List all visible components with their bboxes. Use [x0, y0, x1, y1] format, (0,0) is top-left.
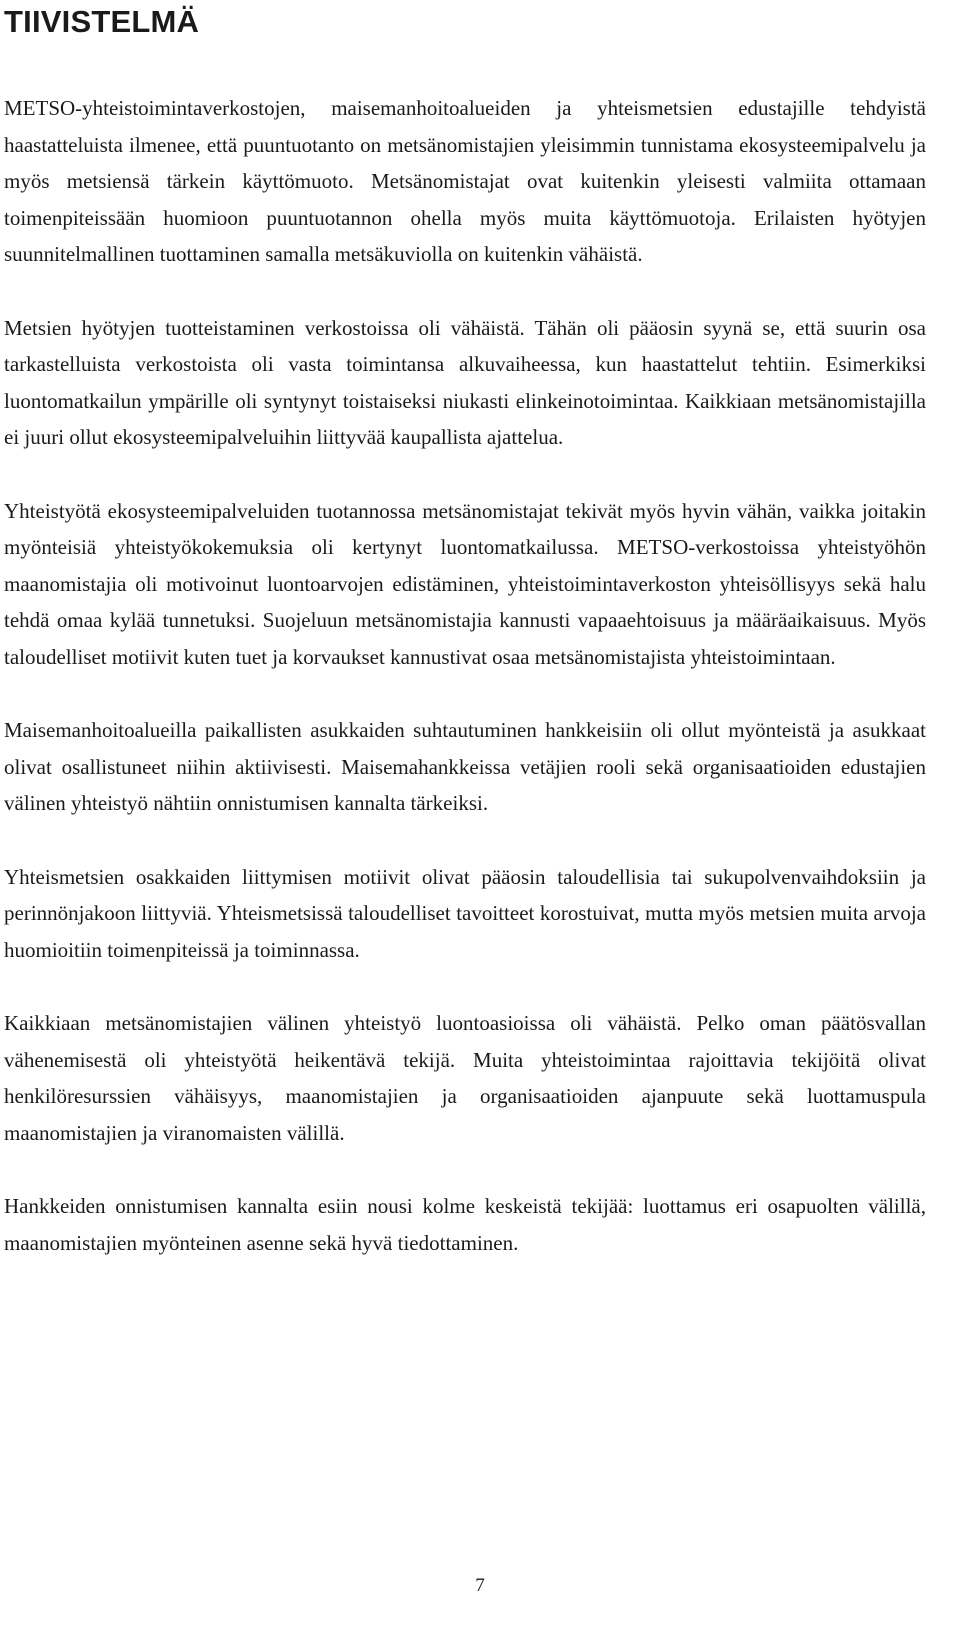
paragraph-1: METSO-yhteistoimintaverkostojen, maisemanhoitoalueiden ja yhteismetsien edustajille tehdyistä haastatteluista ilmenee, että puuntuotanto on metsänomistajien yleisimmin tunnistama ekosysteemipalvelu ja myös metsiensä tärkein käyttömuoto. Metsänomistajat ovat kuitenkin yleisesti valmiita ottamaan toimenpiteissään huomioon puuntuotannon ohella myös muita käyttömuotoja. Erilaisten hyötyjen suunnitelmallinen tuottaminen samalla metsäkuviolla on kuitenkin vähäistä. — [4, 96, 926, 266]
paragraph-5: Yhteismetsien osakkaiden liittymisen motiivit olivat pääosin taloudellisia tai sukupolvenvaihdoksiin ja perinnönjakoon liittyviä. Yhteismetsissä taloudelliset tavoitteet korostuivat, mutta myös metsien muita arvoja huomioitiin toimenpiteissä ja toiminnassa. — [4, 864, 926, 962]
body-text — [4, 90, 926, 1298]
page-title: TIIVISTELMÄ — [4, 4, 200, 39]
paragraph-3: Yhteistyötä ekosysteemipalveluiden tuotannossa metsänomistajat tekivät myös hyvin vähän, vaikka joitakin myönteisiä yhteistyökokemuksia oli kertynyt luontomatkailussa. METSO-verkostoissa yhteistyöhön maanomistajia oli motivoinut luontoarvojen edistäminen, yhteistoimintaverkoston yhteisöllisyys sekä halu tehdä omaa kylää tunnetuksi. Suojeluun metsänomistajia kannusti vapaaehtoisuus ja määräaikaisuus. Myös taloudelliset motiivit kuten tuet ja korvaukset kannustivat osaa metsänomistajista yhteistoimintaan. — [4, 498, 926, 669]
page-number: 7 — [475, 1575, 485, 1596]
paragraph-6: Kaikkiaan metsänomistajien välinen yhteistyö luontoasioissa oli vähäistä. Pelko oman päätösvallan vähenemisestä oli yhteistyötä heikentävä tekijä. Muita yhteistoimintaa rajoittavia tekijöitä olivat henkilöresurssien vähäisyys, maanomistajien ja organisaatioiden ajanpuute sekä luottamuspula maanomistajien ja viranomaisten välillä. — [4, 1011, 926, 1145]
paragraph-4: Maisemanhoitoalueilla paikallisten asukkaiden suhtautuminen hankkeisiin oli ollut myönteistä ja asukkaat olivat osallistuneet niihin aktiivisesti. Maisemahankkeissa vetäjien rooli sekä organisaatioiden edustajien välinen yhteistyö nähtiin onnistumisen kannalta tärkeiksi. — [4, 718, 926, 815]
paragraph-2: Metsien hyötyjen tuotteistaminen verkostoissa oli vähäistä. Tähän oli pääosin syynä se, että suurin osa tarkastelluista verkostoista oli vasta toimintansa alkuvaiheessa, kun haastattelut tehtiin. Esimerkiksi luontomatkailun ympärille oli syntynyt toistaiseksi niukasti elinkeinotoimintaa. Kaikkiaan metsänomistajilla ei juuri ollut ekosysteemipalveluihin liittyvää kaupallista ajattelua. — [4, 315, 926, 449]
paragraph-7: Hankkeiden onnistumisen kannalta esiin nousi kolme keskeistä tekijää: luottamus eri osapuolten välillä, maanomistajien myönteinen asenne sekä hyvä tiedottaminen. — [4, 1194, 926, 1255]
